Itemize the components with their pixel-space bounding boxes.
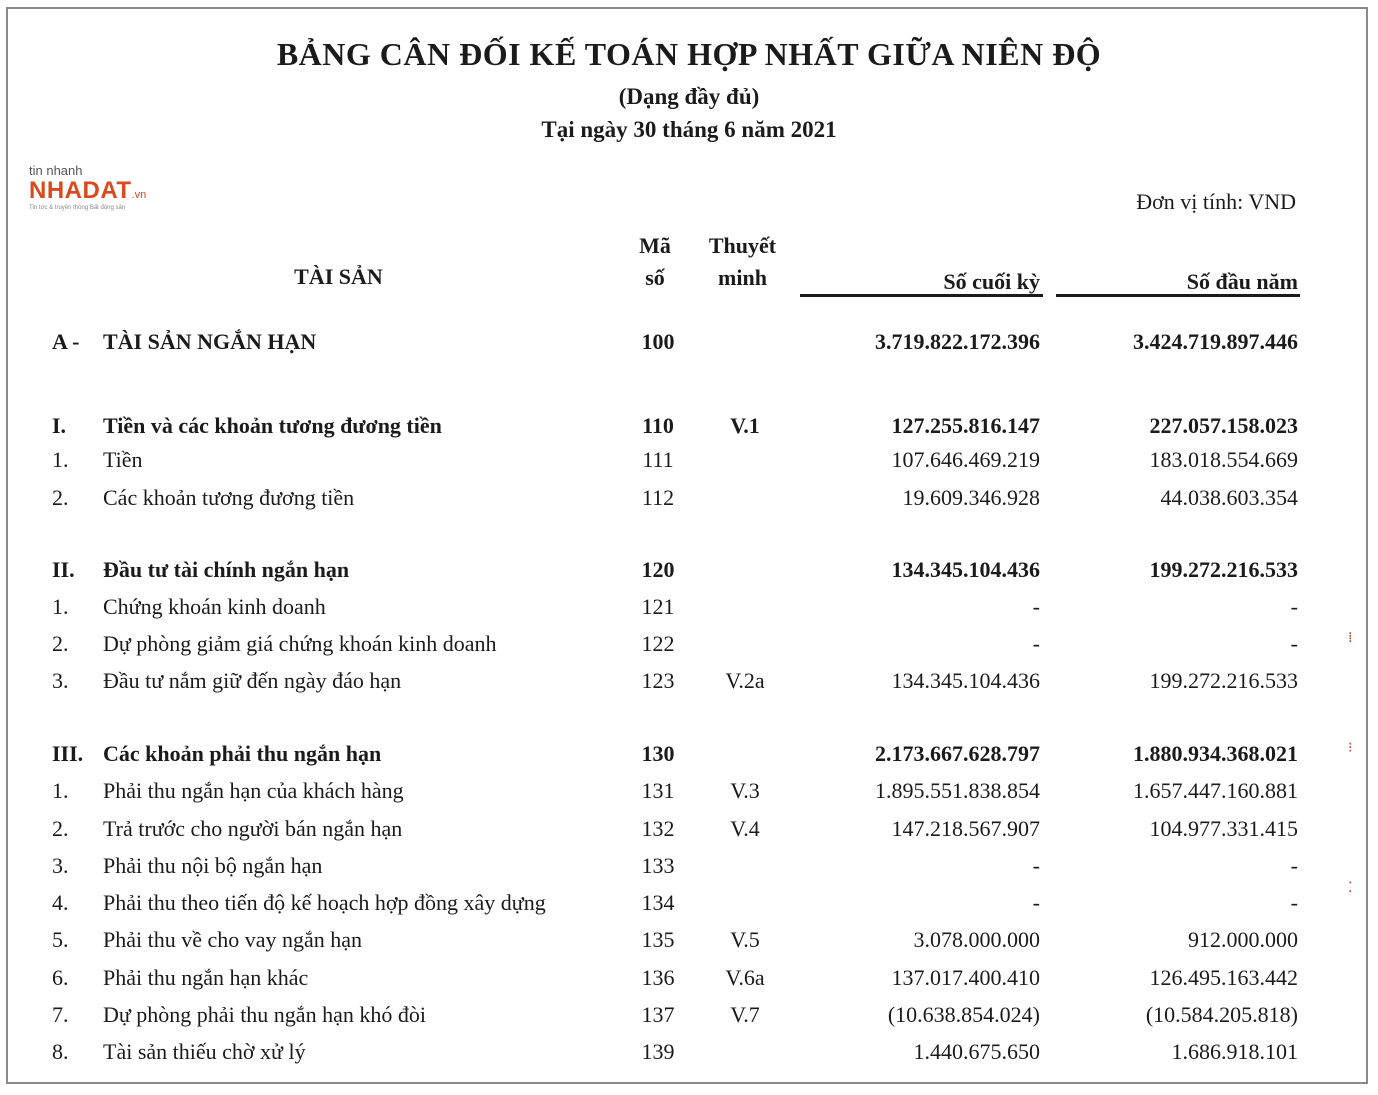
row-code: 112: [641, 485, 675, 510]
row-label: Trả trước cho người bán ngắn hạn: [103, 816, 403, 841]
row-note: V.7: [730, 1002, 760, 1027]
row-label: Tài sản thiếu chờ xử lý: [103, 1039, 306, 1064]
row-value-end-period: 1.895.551.838.854: [875, 778, 1040, 803]
row-index: I.: [52, 413, 67, 438]
watermark-suffix: .vn: [131, 189, 147, 201]
scan-edge-mark: ⁝: [1348, 740, 1353, 756]
row-index: II.: [52, 557, 75, 582]
table-row: [0, 923, 1378, 957]
row-value-end-period: -: [1032, 853, 1040, 878]
row-value-end-period: -: [1032, 631, 1040, 656]
row-label: Các khoản tương đương tiền: [103, 485, 355, 510]
report-date: Tại ngày 30 tháng 6 năm 2021: [541, 117, 837, 142]
row-code: 122: [641, 631, 675, 656]
row-value-begin-year: 3.424.719.897.446: [1133, 329, 1298, 354]
row-value-end-period: 127.255.816.147: [891, 413, 1040, 438]
row-index: 2.: [52, 816, 69, 841]
column-underline-end-period: [800, 294, 1043, 297]
row-label: TÀI SẢN NGẮN HẠN: [103, 329, 317, 354]
row-index: 7.: [52, 1002, 69, 1027]
row-index: 1.: [52, 594, 69, 619]
row-index: 2.: [52, 485, 69, 510]
row-note: V.5: [730, 927, 760, 952]
column-header-begin-year: Số đầu năm: [1186, 269, 1298, 294]
row-note: V.3: [730, 778, 760, 803]
row-index: 1.: [52, 447, 69, 472]
row-code: 121: [641, 594, 675, 619]
table-row: [0, 409, 1378, 443]
table-row: [0, 849, 1378, 883]
row-index: 3.: [52, 668, 69, 693]
row-note: V.1: [730, 413, 760, 438]
row-value-end-period: 147.218.567.907: [891, 816, 1040, 841]
row-index: 4.: [52, 890, 69, 915]
table-row: [0, 664, 1378, 698]
table-row: [0, 325, 1378, 359]
row-value-begin-year: 1.880.934.368.021: [1133, 741, 1298, 766]
watermark-logo: [29, 164, 146, 212]
table-row: [0, 553, 1378, 587]
table-row: [0, 443, 1378, 477]
table-row: [0, 961, 1378, 995]
row-label: Đầu tư nắm giữ đến ngày đáo hạn: [103, 668, 402, 693]
row-value-begin-year: -: [1290, 594, 1298, 619]
row-label: Tiền: [103, 447, 143, 472]
row-code: 137: [641, 1002, 675, 1027]
row-value-end-period: 3.078.000.000: [913, 927, 1040, 952]
row-label: Đầu tư tài chính ngắn hạn: [103, 557, 350, 582]
table-row: [0, 627, 1378, 661]
column-header-note: [695, 230, 790, 294]
row-label: Phải thu ngắn hạn của khách hàng: [103, 778, 404, 803]
row-value-begin-year: 199.272.216.533: [1149, 668, 1298, 693]
row-label: Chứng khoán kinh doanh: [103, 594, 326, 619]
row-label: Phải thu ngắn hạn khác: [103, 965, 309, 990]
table-row: [0, 481, 1378, 515]
table-row: [0, 590, 1378, 624]
row-code: 139: [641, 1039, 675, 1064]
table-row: [0, 998, 1378, 1032]
row-label: Phải thu nội bộ ngắn hạn: [103, 853, 323, 878]
watermark-small-text: tin nhanh: [29, 163, 83, 178]
row-value-begin-year: 227.057.158.023: [1149, 413, 1298, 438]
row-value-end-period: 2.173.667.628.797: [875, 741, 1040, 766]
table-row: [0, 886, 1378, 920]
column-header-end-period: Số cuối kỳ: [943, 269, 1040, 294]
row-value-begin-year: -: [1290, 631, 1298, 656]
row-code: 136: [641, 965, 675, 990]
row-value-end-period: 107.646.469.219: [891, 447, 1040, 472]
row-value-begin-year: -: [1290, 890, 1298, 915]
row-code: 100: [641, 329, 675, 354]
row-index: A -: [52, 329, 80, 354]
report-title: BẢNG CÂN ĐỐI KẾ TOÁN HỢP NHẤT GIỮA NIÊN ĐỘ: [276, 36, 1102, 72]
row-code: 133: [641, 853, 675, 878]
row-label: Dự phòng phải thu ngắn hạn khó đòi: [103, 1002, 426, 1027]
table-row: [0, 737, 1378, 771]
row-value-end-period: (10.638.854.024): [887, 1002, 1040, 1027]
column-underline-begin-year: [1056, 294, 1300, 297]
row-value-begin-year: 199.272.216.533: [1149, 557, 1298, 582]
row-code: 132: [641, 816, 675, 841]
row-value-begin-year: 104.977.331.415: [1149, 816, 1298, 841]
row-label: Phải thu theo tiến độ kế hoạch hợp đồng xây dựng: [103, 890, 546, 915]
row-index: 8.: [52, 1039, 69, 1064]
row-code: 120: [641, 557, 675, 582]
row-value-begin-year: 44.038.603.354: [1160, 485, 1298, 510]
row-code: 134: [641, 890, 675, 915]
row-note: V.2a: [725, 668, 765, 693]
watermark-brand: NHADAT: [29, 177, 132, 204]
watermark-tagline: Tin tức & truyền thông Bất động sản: [29, 205, 126, 211]
column-header-code-line2: số: [645, 265, 665, 290]
column-header-assets: TÀI SẢN: [294, 264, 383, 289]
row-index: 3.: [52, 853, 69, 878]
row-value-end-period: 1.440.675.650: [913, 1039, 1040, 1064]
row-code: 131: [641, 778, 675, 803]
report-subtitle: (Dạng đầy đủ): [618, 84, 760, 109]
row-code: 110: [642, 413, 674, 438]
row-value-end-period: 137.017.400.410: [891, 965, 1040, 990]
row-label: Tiền và các khoản tương đương tiền: [103, 413, 442, 438]
row-code: 123: [641, 668, 675, 693]
table-row: [0, 1035, 1378, 1069]
row-value-end-period: -: [1032, 594, 1040, 619]
row-value-end-period: 134.345.104.436: [891, 668, 1040, 693]
row-value-begin-year: 1.657.447.160.881: [1133, 778, 1298, 803]
column-header-note-line2: minh: [718, 265, 767, 290]
row-index: 2.: [52, 631, 69, 656]
row-index: 6.: [52, 965, 69, 990]
row-value-end-period: 19.609.346.928: [902, 485, 1040, 510]
row-value-begin-year: (10.584.205.818): [1145, 1002, 1298, 1027]
row-value-begin-year: 1.686.918.101: [1171, 1039, 1298, 1064]
column-header-code: [625, 230, 685, 294]
column-header-code-line1: Mã: [639, 233, 671, 258]
row-code: 111: [642, 447, 674, 472]
table-row: [0, 774, 1378, 808]
row-value-end-period: 3.719.822.172.396: [875, 329, 1040, 354]
row-value-end-period: -: [1032, 890, 1040, 915]
scan-edge-mark: ⁚: [1348, 880, 1353, 896]
row-label: Phải thu về cho vay ngắn hạn: [103, 927, 363, 952]
row-note: V.6a: [725, 965, 765, 990]
row-index: III.: [52, 741, 84, 766]
row-index: 5.: [52, 927, 69, 952]
row-code: 130: [641, 741, 675, 766]
row-code: 135: [641, 927, 675, 952]
scan-edge-mark: ⁞: [1348, 630, 1353, 646]
currency-unit: Đơn vị tính: VND: [1136, 189, 1296, 214]
row-note: V.4: [730, 816, 760, 841]
row-label: Dự phòng giảm giá chứng khoán kinh doanh: [103, 631, 497, 656]
table-row: [0, 812, 1378, 846]
row-label: Các khoản phải thu ngắn hạn: [103, 741, 382, 766]
row-index: 1.: [52, 778, 69, 803]
row-value-begin-year: 912.000.000: [1188, 927, 1298, 952]
row-value-begin-year: 183.018.554.669: [1149, 447, 1298, 472]
row-value-begin-year: 126.495.163.442: [1149, 965, 1298, 990]
row-value-end-period: 134.345.104.436: [891, 557, 1040, 582]
column-header-note-line1: Thuyết: [708, 233, 777, 258]
row-value-begin-year: -: [1290, 853, 1298, 878]
